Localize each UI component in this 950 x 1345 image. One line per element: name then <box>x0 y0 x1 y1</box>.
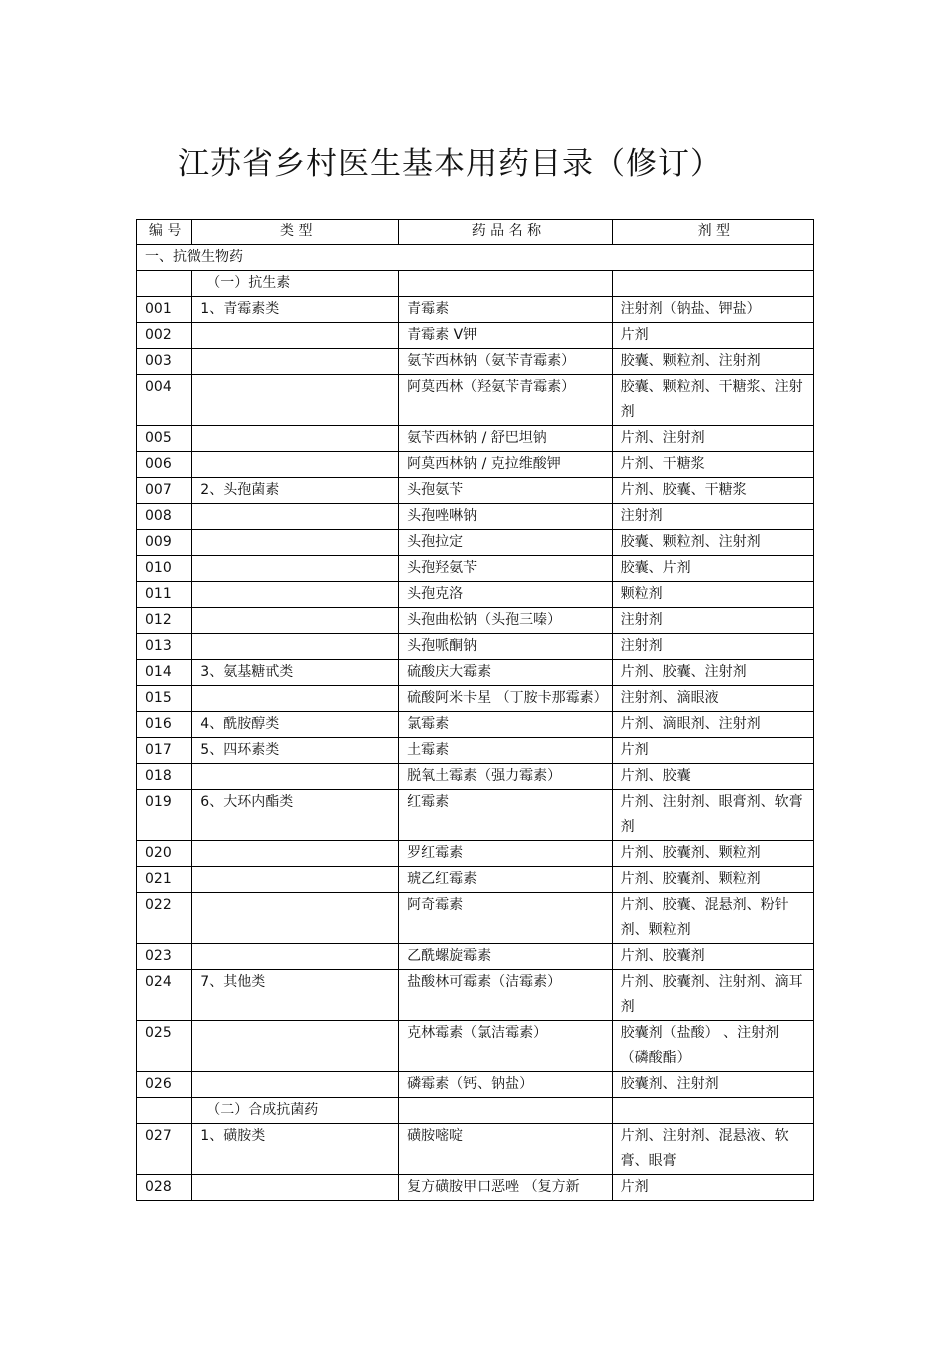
header-category: 类 型 <box>192 220 399 245</box>
drug-code: 001 <box>137 297 192 323</box>
drug-code: 006 <box>137 452 192 478</box>
subsection-row <box>137 271 814 297</box>
drug-code: 027 <box>137 1124 192 1175</box>
drug-name: 青霉素 <box>399 297 612 323</box>
drug-form: 片剂、胶囊剂、颗粒剂 <box>612 841 813 867</box>
table-row <box>137 349 814 375</box>
drug-name: 头孢唑啉钠 <box>399 504 612 530</box>
drug-name: 头孢哌酮钠 <box>399 634 612 660</box>
table-row <box>137 297 814 323</box>
drug-name: 罗红霉素 <box>399 841 612 867</box>
drug-code: 011 <box>137 582 192 608</box>
drug-form: 片剂、滴眼剂、注射剂 <box>612 712 813 738</box>
table-row <box>137 426 814 452</box>
drug-name: 阿莫西林钠 / 克拉维酸钾 <box>399 452 612 478</box>
drug-name: 土霉素 <box>399 738 612 764</box>
drug-form: 注射剂（钠盐、钾盐） <box>612 297 813 323</box>
table-row <box>137 634 814 660</box>
drug-form: 胶囊、片剂 <box>612 556 813 582</box>
section-heading: 一、抗微生物药 <box>137 245 814 271</box>
drug-category: 7、其他类 <box>192 970 399 1021</box>
subsection-row <box>137 1098 814 1124</box>
section-row <box>137 245 814 271</box>
table-row <box>137 867 814 893</box>
drug-name: 复方磺胺甲口恶唑 （复方新 <box>399 1175 612 1201</box>
drug-category <box>192 556 399 582</box>
drug-code: 014 <box>137 660 192 686</box>
drug-form: 颗粒剂 <box>612 582 813 608</box>
table-row <box>137 452 814 478</box>
drug-name: 硫酸阿米卡星 （丁胺卡那霉素） <box>399 686 612 712</box>
drug-category <box>192 686 399 712</box>
drug-name: 头孢氨苄 <box>399 478 612 504</box>
drug-code: 016 <box>137 712 192 738</box>
drug-form: 胶囊、颗粒剂、干糖浆、注射剂 <box>612 375 813 426</box>
table-row <box>137 375 814 426</box>
drug-category <box>192 452 399 478</box>
drug-name: 盐酸林可霉素（洁霉素） <box>399 970 612 1021</box>
drug-category <box>192 1021 399 1072</box>
drug-form: 胶囊剂、注射剂 <box>612 1072 813 1098</box>
drug-name: 头孢拉定 <box>399 530 612 556</box>
drug-name: 乙酰螺旋霉素 <box>399 944 612 970</box>
drug-form: 片剂 <box>612 1175 813 1201</box>
drug-name: 硫酸庆大霉素 <box>399 660 612 686</box>
drug-code: 022 <box>137 893 192 944</box>
drug-category <box>192 867 399 893</box>
drug-form: 注射剂 <box>612 504 813 530</box>
drug-code: 018 <box>137 764 192 790</box>
drug-code: 025 <box>137 1021 192 1072</box>
drug-form: 片剂 <box>612 323 813 349</box>
drug-name: 氨苄西林钠 / 舒巴坦钠 <box>399 426 612 452</box>
drug-category <box>192 1175 399 1201</box>
drug-category <box>192 349 399 375</box>
drug-category <box>192 764 399 790</box>
drug-name: 脱氧土霉素（强力霉素） <box>399 764 612 790</box>
subsection-code-cell <box>137 1098 192 1124</box>
drug-name: 琥乙红霉素 <box>399 867 612 893</box>
drug-form: 片剂、胶囊、干糖浆 <box>612 478 813 504</box>
drug-category <box>192 375 399 426</box>
drug-code: 015 <box>137 686 192 712</box>
table-row <box>137 712 814 738</box>
drug-name: 氯霉素 <box>399 712 612 738</box>
drug-form: 片剂、胶囊 <box>612 764 813 790</box>
table-row <box>137 893 814 944</box>
drug-name: 氨苄西林钠（氨苄青霉素） <box>399 349 612 375</box>
drug-category <box>192 582 399 608</box>
table-row <box>137 323 814 349</box>
table-row <box>137 1021 814 1072</box>
drug-name: 红霉素 <box>399 790 612 841</box>
table-row <box>137 504 814 530</box>
drug-code: 004 <box>137 375 192 426</box>
drug-form: 片剂、胶囊剂、颗粒剂 <box>612 867 813 893</box>
header-form: 剂 型 <box>612 220 813 245</box>
drug-code: 026 <box>137 1072 192 1098</box>
drug-name: 磷霉素（钙、钠盐） <box>399 1072 612 1098</box>
drug-category <box>192 1072 399 1098</box>
subsection-name-cell <box>399 1098 612 1124</box>
drug-name: 头孢羟氨苄 <box>399 556 612 582</box>
drug-category: 2、头孢菌素 <box>192 478 399 504</box>
table-row <box>137 556 814 582</box>
drug-code: 017 <box>137 738 192 764</box>
drug-form: 片剂、干糖浆 <box>612 452 813 478</box>
drug-name: 磺胺嘧啶 <box>399 1124 612 1175</box>
drug-category: 1、青霉素类 <box>192 297 399 323</box>
drug-form: 片剂、注射剂 <box>612 426 813 452</box>
drug-category <box>192 634 399 660</box>
drug-code: 007 <box>137 478 192 504</box>
table-row <box>137 1072 814 1098</box>
drug-category <box>192 841 399 867</box>
drug-category: 3、氨基糖甙类 <box>192 660 399 686</box>
table-row <box>137 582 814 608</box>
drug-name: 阿莫西林（羟氨苄青霉素） <box>399 375 612 426</box>
drug-code: 008 <box>137 504 192 530</box>
drug-category: 6、大环内酯类 <box>192 790 399 841</box>
header-code: 编 号 <box>137 220 192 245</box>
drug-category <box>192 323 399 349</box>
drug-form: 片剂、胶囊剂、注射剂、滴耳剂 <box>612 970 813 1021</box>
table-body <box>137 245 814 1201</box>
drug-code: 013 <box>137 634 192 660</box>
table-row <box>137 530 814 556</box>
subsection-heading: （一）抗生素 <box>192 271 399 297</box>
drug-code: 009 <box>137 530 192 556</box>
drug-code: 012 <box>137 608 192 634</box>
drug-catalog-table <box>136 219 814 1201</box>
table-row <box>137 944 814 970</box>
drug-name: 头孢曲松钠（头孢三嗪） <box>399 608 612 634</box>
drug-name: 克林霉素（氯洁霉素） <box>399 1021 612 1072</box>
drug-name: 青霉素 V钾 <box>399 323 612 349</box>
table-row <box>137 970 814 1021</box>
drug-form: 注射剂 <box>612 608 813 634</box>
drug-form: 片剂、胶囊剂 <box>612 944 813 970</box>
drug-category <box>192 944 399 970</box>
table-row <box>137 660 814 686</box>
drug-form: 注射剂 <box>612 634 813 660</box>
table-row <box>137 608 814 634</box>
drug-code: 024 <box>137 970 192 1021</box>
table-row <box>137 478 814 504</box>
drug-code: 005 <box>137 426 192 452</box>
drug-form: 片剂 <box>612 738 813 764</box>
table-row <box>137 841 814 867</box>
drug-code: 002 <box>137 323 192 349</box>
drug-category <box>192 893 399 944</box>
subsection-name-cell <box>399 271 612 297</box>
header-name: 药 品 名 称 <box>399 220 612 245</box>
drug-form: 片剂、胶囊、混悬剂、粉针剂、颗粒剂 <box>612 893 813 944</box>
drug-code: 021 <box>137 867 192 893</box>
table-row <box>137 1175 814 1201</box>
drug-category <box>192 426 399 452</box>
drug-code: 010 <box>137 556 192 582</box>
drug-category: 5、四环素类 <box>192 738 399 764</box>
subsection-heading: （二）合成抗菌药 <box>192 1098 399 1124</box>
table-row <box>137 1124 814 1175</box>
drug-form: 片剂、注射剂、混悬液、软膏、眼膏 <box>612 1124 813 1175</box>
drug-name: 头孢克洛 <box>399 582 612 608</box>
subsection-form-cell <box>612 1098 813 1124</box>
drug-code: 020 <box>137 841 192 867</box>
drug-name: 阿奇霉素 <box>399 893 612 944</box>
drug-form: 胶囊剂（盐酸） 、注射剂（磷酸酯） <box>612 1021 813 1072</box>
subsection-form-cell <box>612 271 813 297</box>
drug-form: 片剂、胶囊、注射剂 <box>612 660 813 686</box>
table-row <box>137 738 814 764</box>
subsection-code-cell <box>137 271 192 297</box>
drug-form: 片剂、注射剂、眼膏剂、软膏剂 <box>612 790 813 841</box>
drug-code: 019 <box>137 790 192 841</box>
drug-category <box>192 504 399 530</box>
drug-form: 注射剂、滴眼液 <box>612 686 813 712</box>
drug-category: 1、磺胺类 <box>192 1124 399 1175</box>
drug-category <box>192 530 399 556</box>
drug-form: 胶囊、颗粒剂、注射剂 <box>612 349 813 375</box>
table-row <box>137 790 814 841</box>
drug-code: 023 <box>137 944 192 970</box>
drug-category <box>192 608 399 634</box>
drug-form: 胶囊、颗粒剂、注射剂 <box>612 530 813 556</box>
drug-code: 003 <box>137 349 192 375</box>
drug-code: 028 <box>137 1175 192 1201</box>
drug-category: 4、酰胺醇类 <box>192 712 399 738</box>
table-header <box>137 220 814 245</box>
document-title: 江苏省乡村医生基本用药目录（修订） <box>178 146 722 182</box>
table-row <box>137 764 814 790</box>
table-row <box>137 686 814 712</box>
